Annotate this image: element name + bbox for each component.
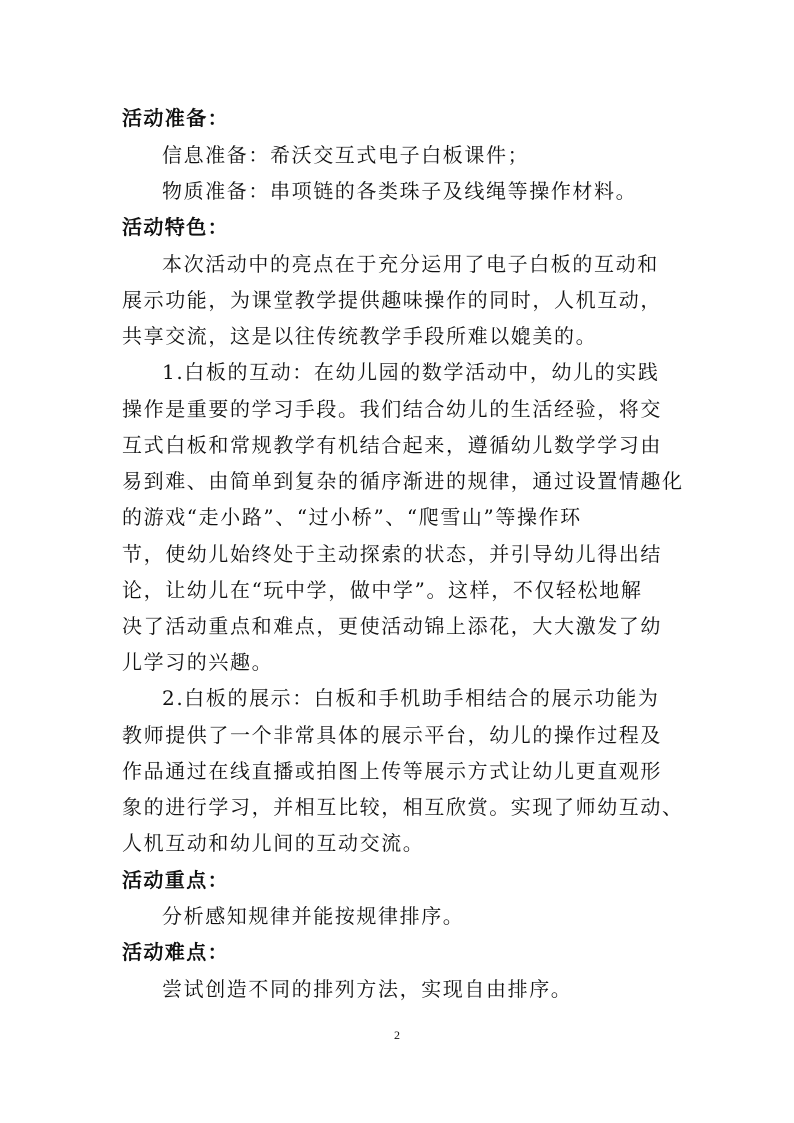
heading-difficulty: 活动难点： xyxy=(122,940,229,964)
difficulty-line: 尝试创造不同的排列方法，实现自由排序。 xyxy=(162,977,573,1001)
point2-line-3: 作品通过在线直播或拍图上传等展示方式让幼儿更直观形 xyxy=(122,759,662,783)
features-intro-line-3: 共享交流，这是以往传统教学手段所难以媲美的。 xyxy=(122,324,598,348)
point1-line-9: 儿学习的兴趣。 xyxy=(122,650,274,674)
heading-key-point: 活动重点： xyxy=(122,868,229,892)
point2-line-2: 教师提供了一个非常具体的展示平台，幼儿的操作过程及 xyxy=(122,723,662,747)
preparation-info-line: 信息准备：希沃交互式电子白板课件； xyxy=(162,143,530,167)
point1-line-3: 互式白板和常规教学有机结合起来，遵循幼儿数学学习由 xyxy=(122,433,662,457)
heading-features: 活动特色： xyxy=(122,215,229,239)
point1-line-1: 1.白板的互动：在幼儿园的数学活动中，幼儿的实践 xyxy=(162,360,660,384)
key-point-line: 分析感知规律并能按规律排序。 xyxy=(162,904,465,928)
point2-line-4: 象的进行学习，并相互比较，相互欣赏。实现了师幼互动、 xyxy=(122,795,684,819)
point1-line-4: 易到难、由简单到复杂的循序渐进的规律，通过设置情趣化 xyxy=(122,469,684,493)
heading-preparation: 活动准备： xyxy=(122,106,229,130)
point1-line-6: 节，使幼儿始终处于主动探索的状态，并引导幼儿得出结 xyxy=(122,542,662,566)
point1-line-8: 决了活动重点和难点，更使活动锦上添花，大大激发了幼 xyxy=(122,614,662,638)
features-intro-line-1: 本次活动中的亮点在于充分运用了电子白板的互动和 xyxy=(162,252,659,276)
point2-line-1: 2.白板的展示：白板和手机助手相结合的展示功能为 xyxy=(162,686,660,710)
preparation-material-line: 物质准备：串项链的各类珠子及线绳等操作材料。 xyxy=(162,179,638,203)
point1-line-5: 的游戏“走小路”、“过小桥”、“爬雪山”等操作环 xyxy=(122,505,582,529)
point1-line-7: 论，让幼儿在“玩中学，做中学”。这样，不仅轻松地解 xyxy=(122,578,643,602)
point2-line-5: 人机互动和幼儿间的互动交流。 xyxy=(122,831,425,855)
page-number: 2 xyxy=(394,1028,400,1042)
point1-line-2: 操作是重要的学习手段。我们结合幼儿的生活经验，将交 xyxy=(122,397,662,421)
features-intro-line-2: 展示功能，为课堂教学提供趣味操作的同时，人机互动， xyxy=(122,288,662,312)
